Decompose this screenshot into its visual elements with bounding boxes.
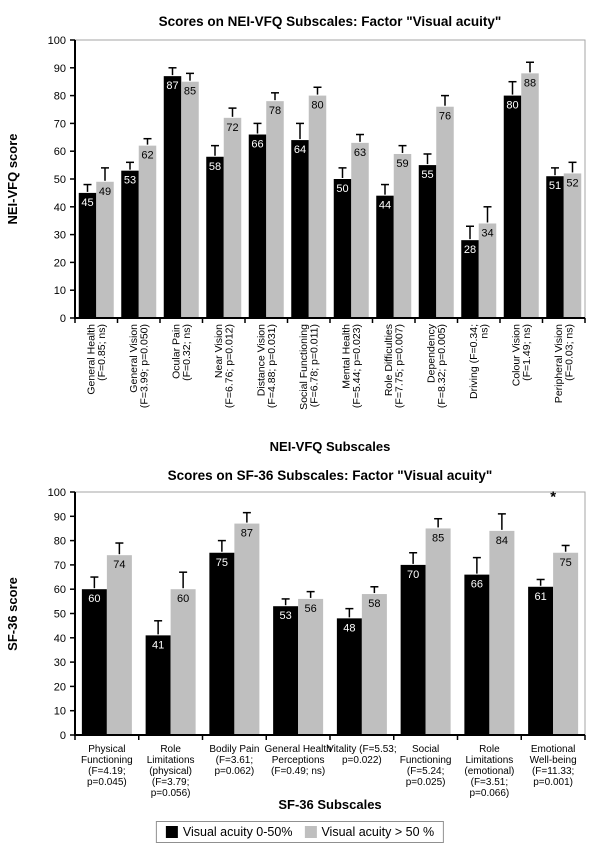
legend-swatch-gray xyxy=(304,826,316,838)
bar-value-label: 41 xyxy=(152,639,165,652)
category-label-line: p=0.022) xyxy=(341,755,382,766)
category-label-line: (F=0.85; ns) xyxy=(96,324,108,381)
bar-value-label: 58 xyxy=(208,160,222,173)
plot-area xyxy=(48,35,585,410)
legend-swatch-black xyxy=(166,826,178,838)
y-axis-tick-label: 20 xyxy=(53,681,66,694)
category-label-line: Limitations xyxy=(146,755,195,766)
category-label-line: Role xyxy=(160,744,181,755)
x-axis-title: SF-36 Subscales xyxy=(278,797,382,812)
category-label xyxy=(468,324,491,399)
x-axis-title: NEI-VFQ Subscales xyxy=(269,439,391,454)
bar-value-label: 53 xyxy=(279,610,292,623)
bar-value-label: 70 xyxy=(407,568,420,581)
bar-value-label: 61 xyxy=(534,590,547,603)
category-label xyxy=(426,323,449,408)
category-label-line: (F=0.49; ns) xyxy=(271,766,326,777)
bar-value-label: 58 xyxy=(368,598,381,611)
category-label-line: Functioning xyxy=(81,755,133,766)
bar xyxy=(266,101,284,318)
category-label-line: Emotional xyxy=(530,744,576,755)
bar-value-label: 60 xyxy=(88,593,101,606)
bar xyxy=(362,594,387,735)
bar-value-label: 48 xyxy=(343,622,356,635)
bar xyxy=(298,599,323,735)
bar xyxy=(419,165,437,318)
category-label-line: (physical) xyxy=(149,766,193,777)
bar-value-label: 74 xyxy=(113,559,126,572)
bar xyxy=(206,157,224,318)
bar-value-label: 28 xyxy=(463,244,477,257)
y-axis-tick-label: 100 xyxy=(47,35,66,47)
bar xyxy=(528,587,553,735)
bar-value-label: 85 xyxy=(432,532,445,545)
category-label-line: Perceptions xyxy=(271,755,325,766)
bar-value-label: 63 xyxy=(353,146,367,159)
category-label-line: (F=6.78; p=0.011) xyxy=(308,324,321,408)
category-label-line: (F=3.99; p=0.050) xyxy=(138,324,151,409)
category-label-line: Physical xyxy=(88,744,126,755)
category-label-line: General Vision xyxy=(128,324,140,393)
bar xyxy=(546,176,564,318)
y-axis-tick-label: 0 xyxy=(59,730,66,742)
bar-value-label: 80 xyxy=(311,99,324,112)
bar xyxy=(464,575,489,735)
legend-label: Visual acuity 0-50% xyxy=(182,825,293,839)
category-label-line: (F=3.79; xyxy=(151,777,190,788)
category-label-line: (emotional) xyxy=(464,766,515,777)
bar-value-label: 84 xyxy=(495,534,508,547)
bar xyxy=(401,565,426,735)
bar-value-label: 45 xyxy=(81,196,94,209)
category-label-line: Distance Vision xyxy=(255,324,268,397)
category-label-line: (F=5.24; xyxy=(406,766,445,777)
legend-label: Visual acuity > 50 % xyxy=(321,825,435,839)
bar-value-label: 78 xyxy=(268,105,282,118)
y-axis-title: NEI-VFQ score xyxy=(5,133,20,225)
bar xyxy=(107,555,132,735)
bar xyxy=(164,76,182,318)
bar xyxy=(334,179,352,318)
category-label-line: Colour Vision xyxy=(510,324,523,387)
bar-value-label: 55 xyxy=(421,169,434,182)
bar xyxy=(96,182,114,318)
category-label-line: (F=0.32; ns) xyxy=(181,324,193,381)
bar xyxy=(489,531,514,735)
bar xyxy=(376,196,394,318)
bar-value-label: 88 xyxy=(523,77,537,90)
chart-title: Scores on SF-36 Subscales: Factor "Visual acuity" xyxy=(167,468,493,483)
y-axis-tick-label: 10 xyxy=(53,285,66,298)
bar-value-label: 62 xyxy=(141,149,154,162)
bar-value-label: 66 xyxy=(251,138,264,151)
category-label-line: Driving (F=0.34; xyxy=(468,324,480,399)
bar-value-label: 49 xyxy=(98,185,112,198)
category-label-line: Peripheral Vision xyxy=(553,324,565,404)
bar-value-label: 64 xyxy=(293,144,307,157)
bar xyxy=(249,135,267,318)
category-label-line: p=0.001) xyxy=(533,777,574,788)
y-axis-tick-label: 80 xyxy=(53,535,66,548)
y-axis-tick-label: 10 xyxy=(53,705,66,718)
category-label-line: Mental Health xyxy=(340,324,353,389)
category-label xyxy=(383,324,406,408)
category-label xyxy=(511,324,534,386)
bar-value-label: 60 xyxy=(177,593,190,606)
category-label xyxy=(256,324,279,408)
category-label-line: (F=4.88; p=0.031) xyxy=(266,324,278,409)
bar-value-label: 52 xyxy=(566,177,579,190)
category-label-line: Limitations xyxy=(465,755,514,766)
y-axis-tick-label: 40 xyxy=(53,632,66,645)
category-label-line: Social xyxy=(412,744,440,755)
category-label-line: Bodily Pain xyxy=(209,744,260,755)
category-label xyxy=(213,324,236,408)
bar-value-label: 87 xyxy=(166,80,179,93)
bar xyxy=(564,173,582,318)
y-axis-title: SF-36 score xyxy=(5,577,20,651)
bar xyxy=(504,96,522,318)
category-label-line: p=0.066) xyxy=(469,788,510,799)
category-label-line: Vitality (F=5.53; xyxy=(327,744,397,755)
category-label-line: p=0.045) xyxy=(86,777,127,788)
y-axis-tick-label: 70 xyxy=(53,559,66,572)
category-label-line: (F=4.19; xyxy=(88,766,126,777)
sf-36-chart xyxy=(0,460,600,867)
y-axis-tick-label: 0 xyxy=(59,313,66,325)
bar xyxy=(82,589,107,735)
y-axis-tick-label: 90 xyxy=(53,62,66,75)
y-axis-tick-label: 60 xyxy=(53,584,66,597)
y-axis-tick-label: 100 xyxy=(47,487,66,499)
bar-value-label: 51 xyxy=(548,180,562,193)
category-label-line: p=0.062) xyxy=(214,766,255,777)
category-label-line: ns) xyxy=(478,324,491,339)
category-label xyxy=(298,324,321,410)
bar-value-label: 53 xyxy=(123,174,137,187)
category-label xyxy=(553,324,576,403)
bar xyxy=(337,618,362,735)
bar xyxy=(351,143,369,318)
category-label-line: (F=7.75; p=0.007) xyxy=(393,324,406,409)
category-label-line: Ocular Pain xyxy=(170,324,183,379)
bar xyxy=(139,146,157,318)
bar xyxy=(181,82,199,318)
bar xyxy=(553,553,578,735)
y-axis-tick-label: 70 xyxy=(53,118,66,131)
y-axis-tick-label: 20 xyxy=(53,257,66,270)
bar xyxy=(121,171,139,318)
bar-value-label: 75 xyxy=(215,556,228,569)
category-label-line: Dependency xyxy=(425,324,438,383)
bar-value-label: 87 xyxy=(240,527,253,540)
bar xyxy=(171,589,196,735)
bar-value-label: 80 xyxy=(506,99,519,112)
y-axis-tick-label: 80 xyxy=(53,90,66,103)
category-label-line: (F=3.51; xyxy=(470,777,509,788)
category-label-line: Functioning xyxy=(399,755,452,766)
category-label-line: (F=8.32; p=0.005) xyxy=(436,324,448,409)
bar-value-label: 50 xyxy=(336,183,349,195)
bar-value-label: 72 xyxy=(226,121,239,134)
category-label-line: Role Difficulties xyxy=(383,324,395,397)
category-label-line: Role xyxy=(479,744,500,755)
annotation-asterisk: * xyxy=(550,488,557,506)
plot-area xyxy=(48,487,585,799)
bar-value-label: 85 xyxy=(183,85,197,98)
category-label-line: (F=6.76; p=0.012) xyxy=(223,324,236,409)
category-label-line: (F=11.33; xyxy=(531,766,575,777)
chart-title: Scores on NEI-VFQ Subscales: Factor "Visual acuity" xyxy=(158,14,502,29)
y-axis-tick-label: 30 xyxy=(53,657,66,670)
legend xyxy=(156,821,444,843)
bar xyxy=(79,193,97,318)
y-axis-tick-label: 40 xyxy=(53,201,66,214)
bar-value-label: 44 xyxy=(378,199,392,212)
category-label-line: (F=0.03; ns) xyxy=(563,324,576,381)
bar xyxy=(291,140,309,318)
y-axis-tick-label: 50 xyxy=(53,174,66,186)
category-label-line: Near Vision xyxy=(213,324,225,379)
bar xyxy=(521,73,539,318)
category-label-line: General Health xyxy=(264,744,332,755)
bar xyxy=(273,606,298,735)
bar xyxy=(436,107,454,318)
y-axis-tick-label: 30 xyxy=(53,229,66,242)
bar-value-label: 75 xyxy=(559,556,572,569)
category-label xyxy=(86,324,109,395)
category-label-line: Social Functioning xyxy=(298,324,310,410)
bar xyxy=(224,118,242,318)
bar-value-label: 56 xyxy=(304,602,317,615)
bar xyxy=(209,553,234,735)
category-label-line: General Health xyxy=(85,324,98,395)
category-label-line: (F=5.44; p=0.023) xyxy=(351,324,363,409)
bar xyxy=(394,154,412,318)
bar xyxy=(309,96,327,318)
category-label-line: p=0.025) xyxy=(405,777,446,788)
category-label-line: p=0.056) xyxy=(150,788,191,799)
category-label-line: (F=3.61; xyxy=(215,755,254,766)
y-axis-tick-label: 50 xyxy=(53,608,66,621)
y-axis-tick-label: 90 xyxy=(53,511,66,524)
bar xyxy=(234,524,259,735)
category-label xyxy=(171,324,194,381)
category-label xyxy=(128,324,151,408)
bar-value-label: 76 xyxy=(438,110,452,123)
bar-value-label: 66 xyxy=(470,578,483,591)
legend-item xyxy=(304,825,434,839)
bar-value-label: 59 xyxy=(396,157,409,170)
category-label-line: (F=1.49; ns) xyxy=(521,324,533,381)
category-label-line: Well-being xyxy=(529,755,577,766)
bar-value-label: 34 xyxy=(481,227,494,240)
bar xyxy=(426,528,451,735)
category-label xyxy=(341,324,364,408)
legend-item xyxy=(166,825,293,839)
y-axis-tick-label: 60 xyxy=(53,146,66,159)
